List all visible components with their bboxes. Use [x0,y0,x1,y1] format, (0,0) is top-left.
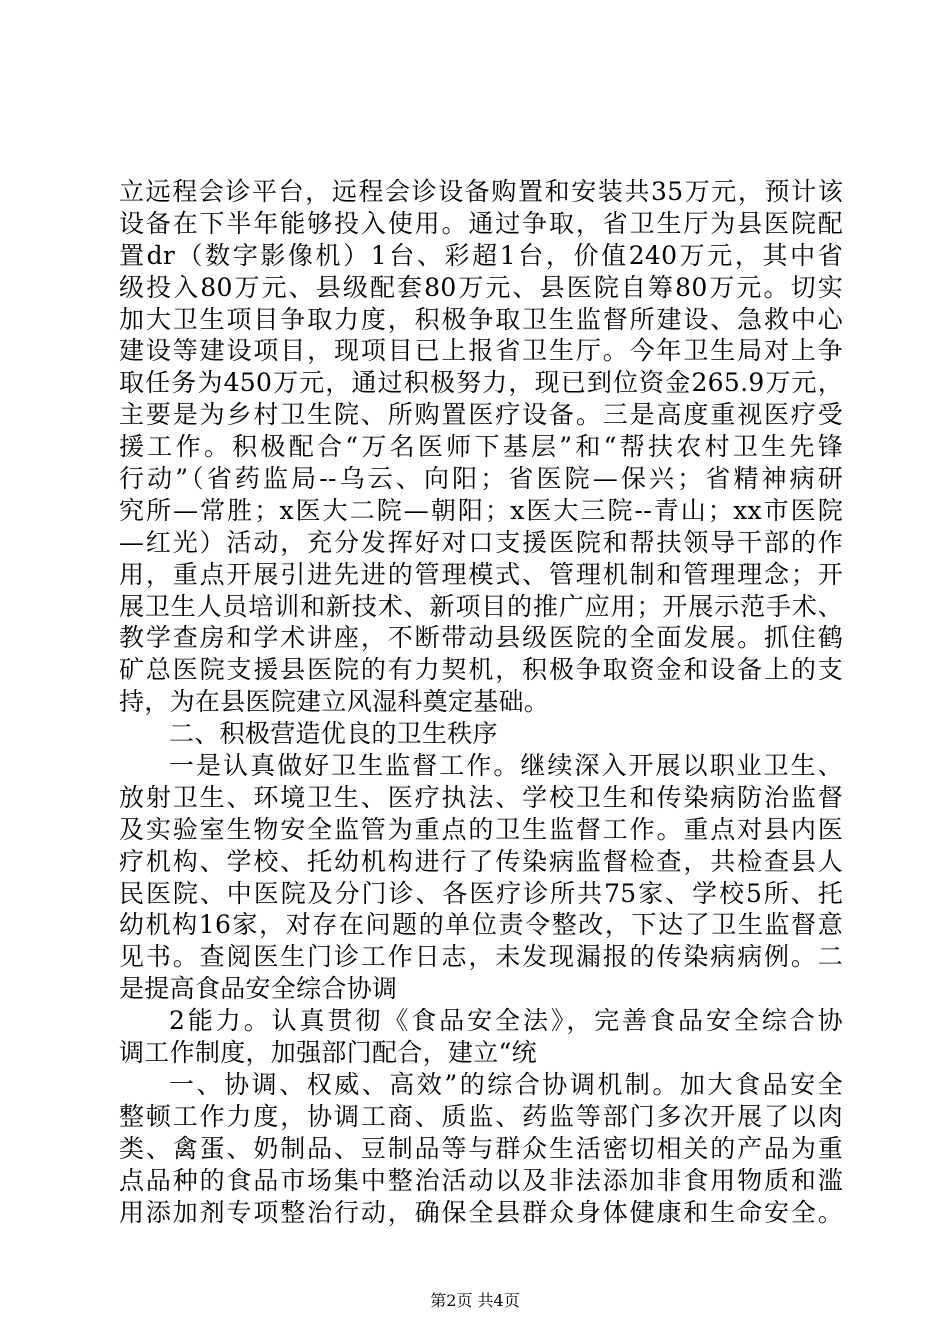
text-line: 点品种的食品市场集中整治活动以及非法添加非食用物质和滥 [119,1165,843,1195]
text-line: 幼机构16家，对存在问题的单位责令整改，下达了卫生监督意 [119,910,843,940]
text-line: 加大卫生项目争取力度，积极争取卫生监督所建设、急救中心 [119,304,843,334]
page-number-label: 第2页 共4页 [430,1291,520,1310]
text-line: 建设等建设项目，现项目已上报省卫生厅。今年卫生局对上争 [119,336,843,366]
document-body [119,176,843,1228]
text-line: 取任务为450万元，通过积极努力，现已到位资金265.9万元， [119,368,843,398]
text-line: 整顿工作力度，协调工商、质监、药监等部门多次开展了以肉 [119,1101,843,1131]
text-line: 用，重点开展引进先进的管理模式、管理机制和管理理念；开 [119,559,843,589]
text-line: 主要是为乡村卫生院、所购置医疗设备。三是高度重视医疗受 [119,400,843,430]
text-line: 究所—常胜；x医大二院—朝阳；x医大三院--青山；xx市医院 [119,495,843,525]
text-line: 设备在下半年能够投入使用。通过争取，省卫生厅为县医院配 [119,208,843,238]
text-line: —红光）活动，充分发挥好对口支援医院和帮扶领导干部的作 [119,527,843,557]
text-line: 用添加剂专项整治行动，确保全县群众身体健康和生命安全。 [119,1197,843,1227]
text-line: 民医院、中医院及分门诊、各医疗诊所共75家、学校5所、托 [119,878,843,908]
text-line: 疗机构、学校、托幼机构进行了传染病监督检查，共检查县人 [119,846,843,876]
text-line: 展卫生人员培训和新技术、新项目的推广应用；开展示范手术、 [119,591,843,621]
text-line: 是提高食品安全综合协调 [119,974,398,1004]
text-line: 放射卫生、环境卫生、医疗执法、学校卫生和传染病防治监督 [119,782,843,812]
text-line: 一是认真做好卫生监督工作。继续深入开展以职业卫生、 [169,751,843,781]
text-line: 见书。查阅医生门诊工作日志，未发现漏报的传染病病例。二 [119,942,843,972]
text-line: 调工作制度，加强部门配合，建立“统 [119,1038,537,1068]
text-line: 2能力。认真贯彻《食品安全法》，完善食品安全综合协 [169,1006,843,1036]
text-line: 置dr（数字影像机）1台、彩超1台，价值240万元，其中省 [119,240,843,270]
text-line: 及实验室生物安全监管为重点的卫生监督工作。重点对县内医 [119,814,843,844]
text-line: 一、协调、权威、高效”的综合协调机制。加大食品安全 [169,1069,843,1099]
text-line: 持，为在县医院建立风湿科奠定基础。 [119,687,550,717]
text-line: 立远程会诊平台，远程会诊设备购置和安装共35万元，预计该 [119,177,843,206]
text-line: 教学查房和学术讲座，不断带动县级医院的全面发展。抓住鹤 [119,623,843,653]
text-line: 二、积极营造优良的卫生秩序 [169,719,498,749]
text-line: 行动”（省药监局--乌云、向阳；省医院—保兴；省精神病研 [119,464,843,494]
text-line: 援工作。积极配合“万名医师下基层”和“帮扶农村卫生先锋 [119,432,843,462]
text-line: 级投入80万元、县级配套80万元、县医院自筹80万元。切实 [119,272,843,302]
text-line: 类、禽蛋、奶制品、豆制品等与群众生活密切相关的产品为重 [119,1133,843,1163]
page-footer [0,1291,950,1311]
text-line: 矿总医院支援县医院的有力契机，积极争取资金和设备上的支 [119,655,843,685]
